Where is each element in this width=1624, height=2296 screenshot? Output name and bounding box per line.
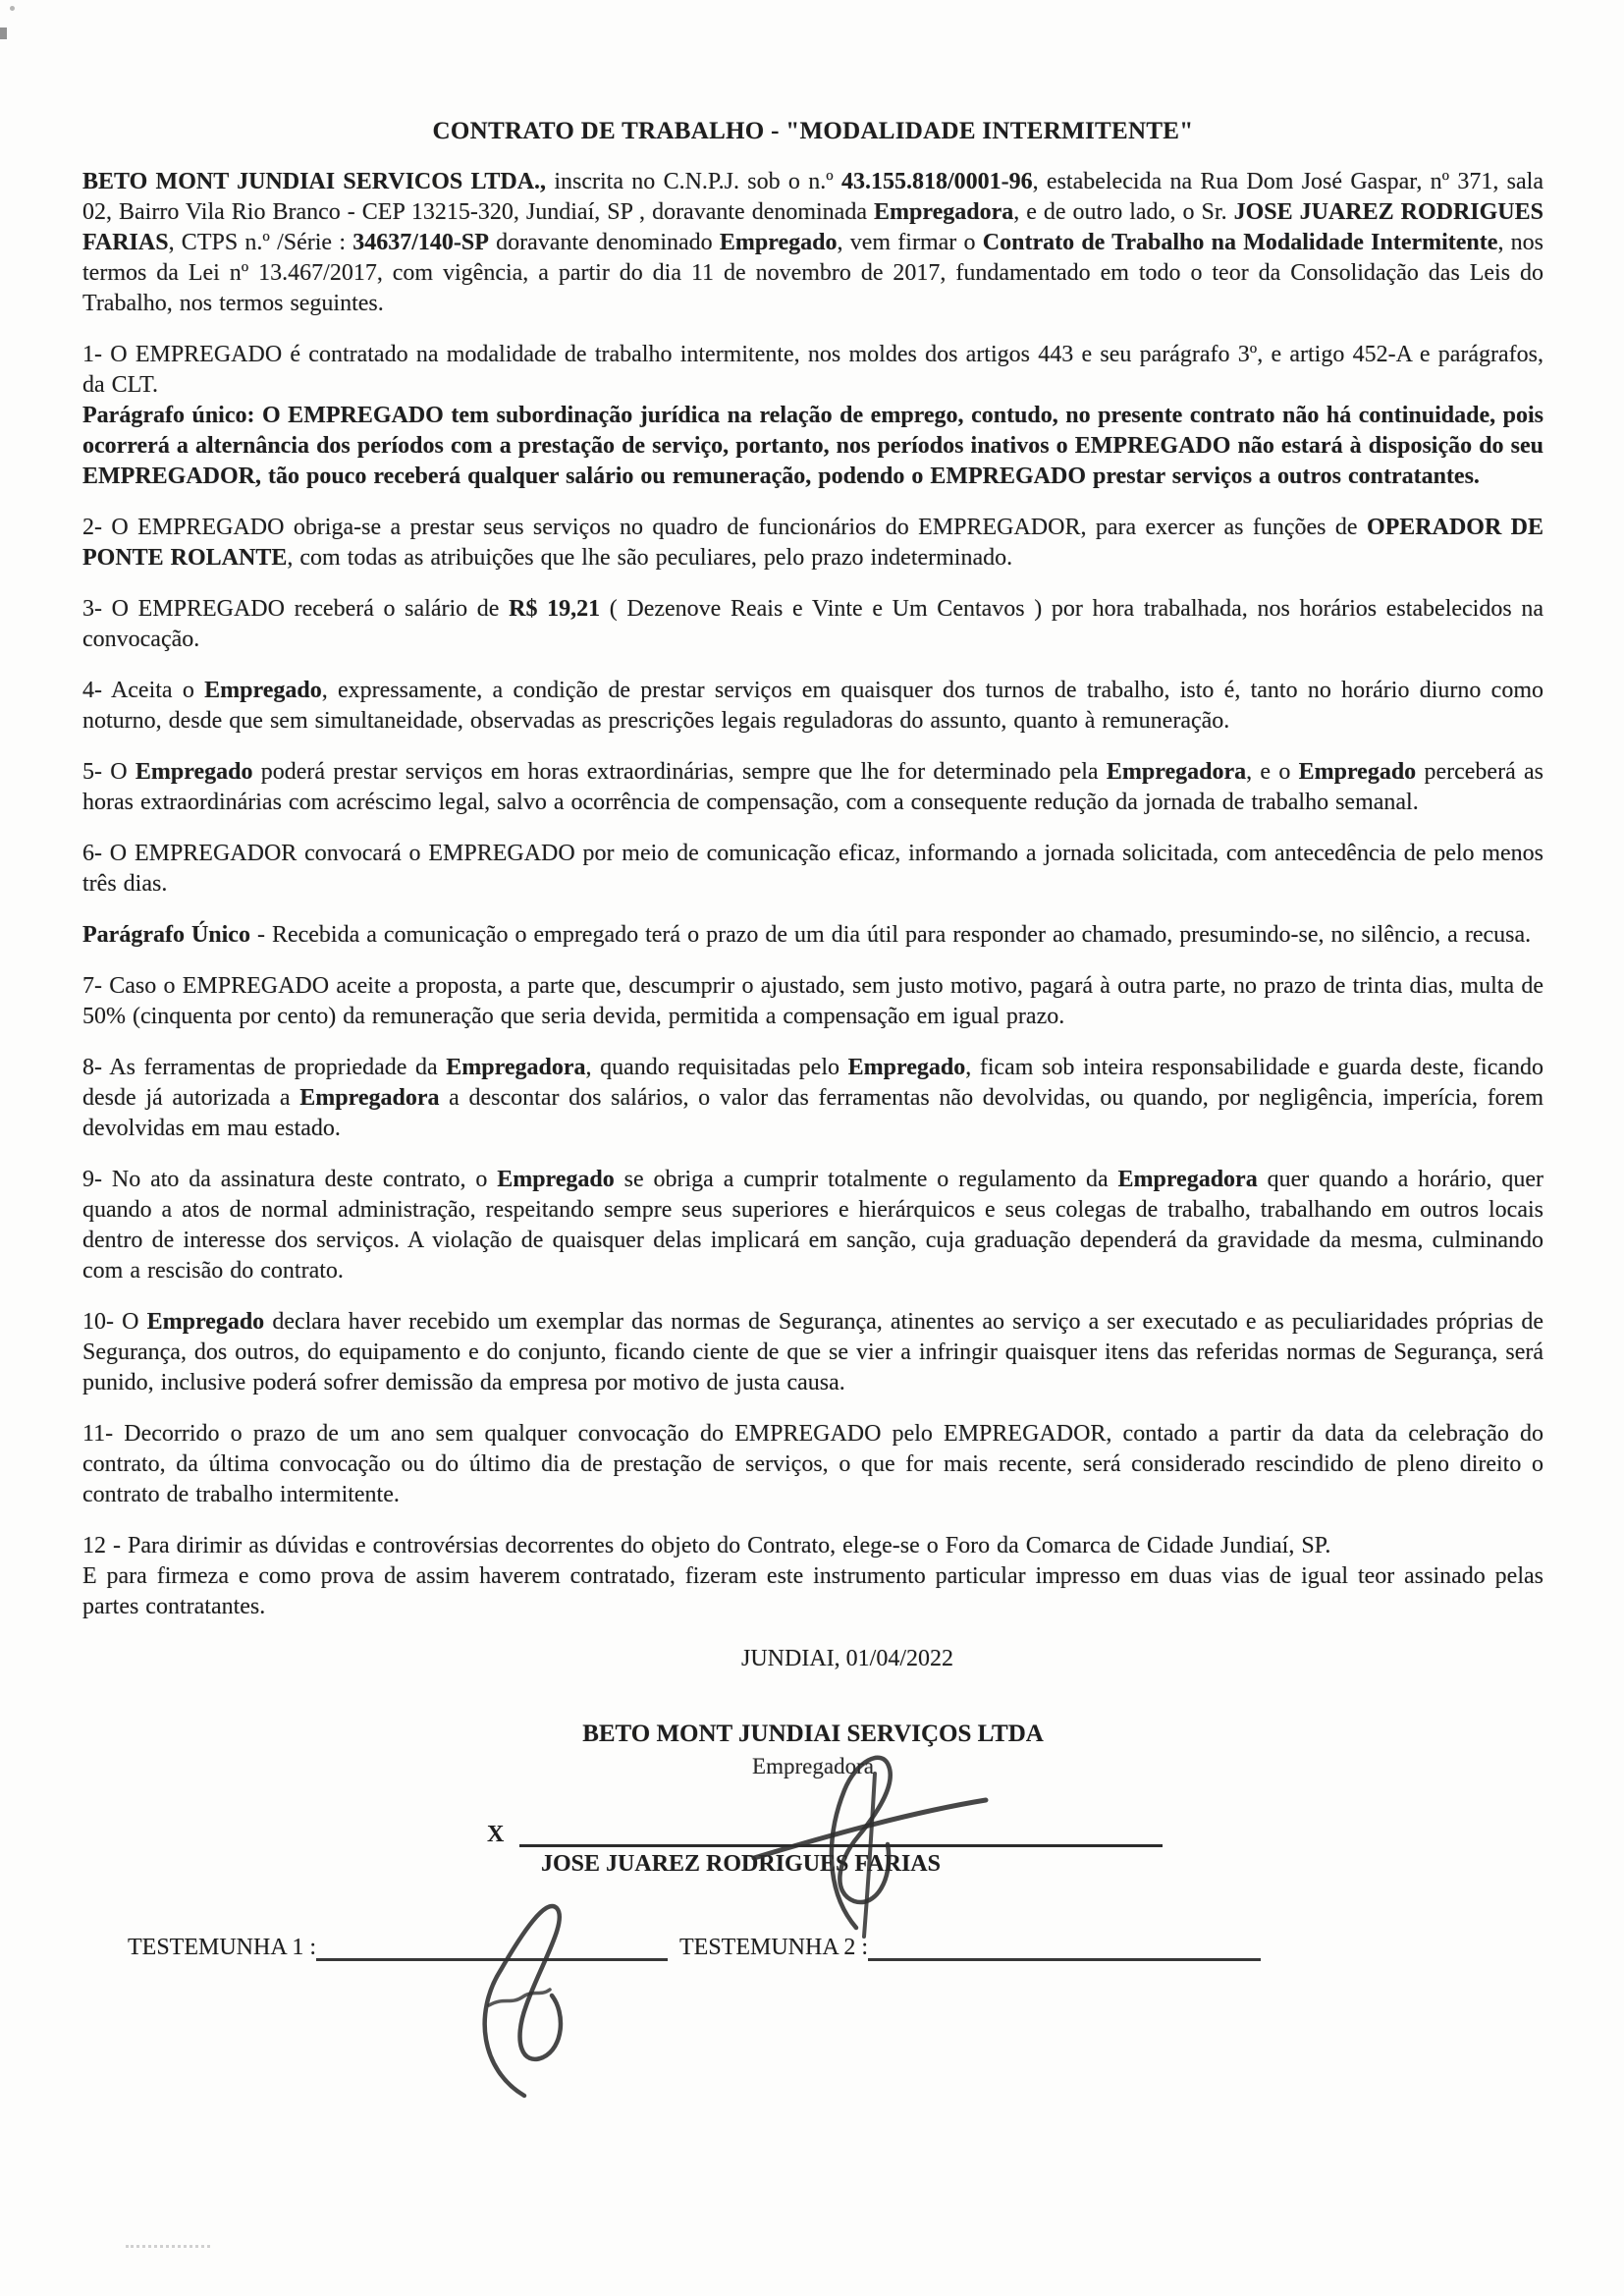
witness-row	[82, 1935, 1543, 1961]
employee-signature-block	[487, 1821, 1543, 1878]
contract-clause-9: 9- No ato da assinatura deste contrato, o Empregado se obriga a cumprir totalmente o regulamento da Empregadora quer quando a horário, quer quando a atos de normal administração, respeitando sempre seus superiores e hierárquicos e seus colegas de trabalho, trabalhando em outros locais dentro de interesse dos serviços. A violação de quaisquer delas implicará em sanção, cuja graduação dependerá da gravidade da mesma, culminando com a rescisão do contrato.	[82, 1167, 1543, 1284]
witness-2-label: TESTEMUNHA 2 :	[679, 1935, 868, 1960]
contract-clause-1: 1- O EMPREGADO é contratado na modalidade de trabalho intermitente, nos moldes dos artigos 443 e seu parágrafo 3º, e artigo 452-A e parágrafos, da CLT.	[82, 342, 1543, 398]
contract-clause-4: 4- Aceita o Empregado, expressamente, a condição de prestar serviços em quaisquer dos turnos de trabalho, isto é, tanto no horário diurno como noturno, desde que sem simultaneidade, observadas as prescrições legais reguladoras do assunto, quanto à remuneração.	[82, 678, 1544, 734]
witness-1-signature-line	[316, 1939, 668, 1961]
witness-2-field	[679, 1935, 1261, 1961]
witness-1-field	[128, 1935, 668, 1961]
witness-1-label: TESTEMUNHA 1 :	[128, 1935, 316, 1960]
company-role-label: Empregadora	[752, 1754, 874, 1778]
contract-closing-paragraph: E para firmeza e como prova de assim haverem contratado, fizeram este instrumento particular impresso em duas vias de igual teor assinado pelas partes contratantes.	[82, 1563, 1543, 1619]
witness-2-signature-line	[868, 1939, 1261, 1961]
contract-clause-8: 8- As ferramentas de propriedade da Empregadora, quando requisitadas pelo Empregado, ficam sob inteira responsabilidade e guarda deste, ficando desde já autorizada a Empregadora a descontar dos salários, o valor das ferramentas não devolvidas, ou quando, por negligência, imperícia, forem devolvidas em mau estado.	[82, 1055, 1544, 1141]
contract-clause-12: 12 - Para dirimir as dúvidas e controvérsias decorrentes do objeto do Contrato, elege-se o Foro da Comarca de Cidade Jundiaí, SP.	[82, 1533, 1331, 1558]
scan-artifact-speck	[10, 6, 15, 11]
contract-intro-paragraph: BETO MONT JUNDIAI SERVICOS LTDA., inscrita no C.N.P.J. sob o n.º 43.155.818/0001-96, estabelecida na Rua Dom José Gaspar, nº 371, sala 02, Bairro Vila Rio Branco - CEP 13215-320, Jundiaí, SP , doravante denominada Empregadora, e de outro lado, o Sr. JOSE JUAREZ RODRIGUES FARIAS, CTPS n.º /Série : 34637/140-SP doravante denominado Empregado, vem firmar o Contrato de Trabalho na Modalidade Intermitente, nos termos da Lei nº 13.467/2017, com vigência, a partir do dia 11 de novembro de 2017, fundamentado em todo o teor da Consolidação das Leis do Trabalho, nos termos seguintes.	[82, 169, 1544, 316]
contract-clause-3: 3- O EMPREGADO receberá o salário de R$ 19,21 ( Dezenove Reais e Vinte e Um Centavos ) por hora trabalhada, nos horários estabelecidos na convocação.	[82, 596, 1543, 652]
signature-x-mark: X	[487, 1822, 505, 1847]
company-signature-block	[82, 1720, 1543, 1781]
city-date-line: JUNDIAI, 01/04/2022	[741, 1646, 953, 1671]
employee-name: JOSE JUAREZ RODRIGUES FARIAS	[541, 1851, 941, 1877]
contract-clause-11: 11- Decorrido o prazo de um ano sem qualquer convocação do EMPREGADO pelo EMPREGADOR, contado a partir da data da celebração do contrato, da última convocação ou do último dia de prestação de serviços, o que for mais recente, será considerado rescindido de pleno direito o contrato de trabalho intermitente.	[82, 1421, 1543, 1507]
contract-paragrafo-unico-2: Parágrafo Único - Recebida a comunicação o empregado terá o prazo de um dia útil para responder ao chamado, presumindo-se, no silêncio, a recusa.	[82, 922, 1532, 948]
scan-artifact-speck	[0, 27, 7, 39]
contract-clause-10: 10- O Empregado declara haver recebido um exemplar das normas de Segurança, atinentes ao serviço a ser executado e as peculiaridades próprias de Segurança, dos outros, do equipamento e do conjunto, ficando ciente de que se vier a infringir quaisquer itens das referidas normas de Segurança, será punido, inclusive poderá sofrer demissão da empresa por motivo de justa causa.	[82, 1309, 1544, 1395]
contract-clause-2: 2- O EMPREGADO obriga-se a prestar seus serviços no quadro de funcionários do EMPREGADOR, para exercer as funções de OPERADOR DE PONTE ROLANTE, com todas as atribuições que lhe são peculiares, pelo prazo indeterminado.	[82, 515, 1543, 571]
contract-clause-7: 7- Caso o EMPREGADO aceite a proposta, a parte que, descumprir o ajustado, sem justo motivo, pagará à outra parte, no prazo de trinta dias, multa de 50% (cinquenta por cento) da remuneração que seria devida, permitida a compensação em igual prazo.	[82, 973, 1543, 1029]
scan-artifact-dots	[126, 2245, 210, 2248]
contract-paragrafo-unico-1: Parágrafo único: O EMPREGADO tem subordinação jurídica na relação de emprego, contudo, no presente contrato não há continuidade, pois ocorrerá a alternância dos períodos com a prestação de serviço, portanto, nos períodos inativos o EMPREGADO não estará à disposição do seu EMPREGADOR, tão pouco receberá qualquer salário ou remuneração, podendo o EMPREGADO prestar serviços a outros contratantes.	[82, 403, 1543, 489]
contract-clause-6: 6- O EMPREGADOR convocará o EMPREGADO por meio de comunicação eficaz, informando a jornada solicitada, com antecedência de pelo menos três dias.	[82, 841, 1543, 897]
company-name: BETO MONT JUNDIAI SERVIÇOS LTDA	[582, 1721, 1044, 1747]
employee-signature-line	[519, 1821, 1163, 1847]
contract-title: CONTRATO DE TRABALHO - "MODALIDADE INTERMITENTE"	[432, 118, 1194, 144]
contract-clause-5: 5- O Empregado poderá prestar serviços em horas extraordinárias, sempre que lhe for determinado pela Empregadora, e o Empregado perceberá as horas extraordinárias com acréscimo legal, salvo a ocorrência de compensação, com a consequente redução da jornada de trabalho semanal.	[82, 759, 1543, 815]
